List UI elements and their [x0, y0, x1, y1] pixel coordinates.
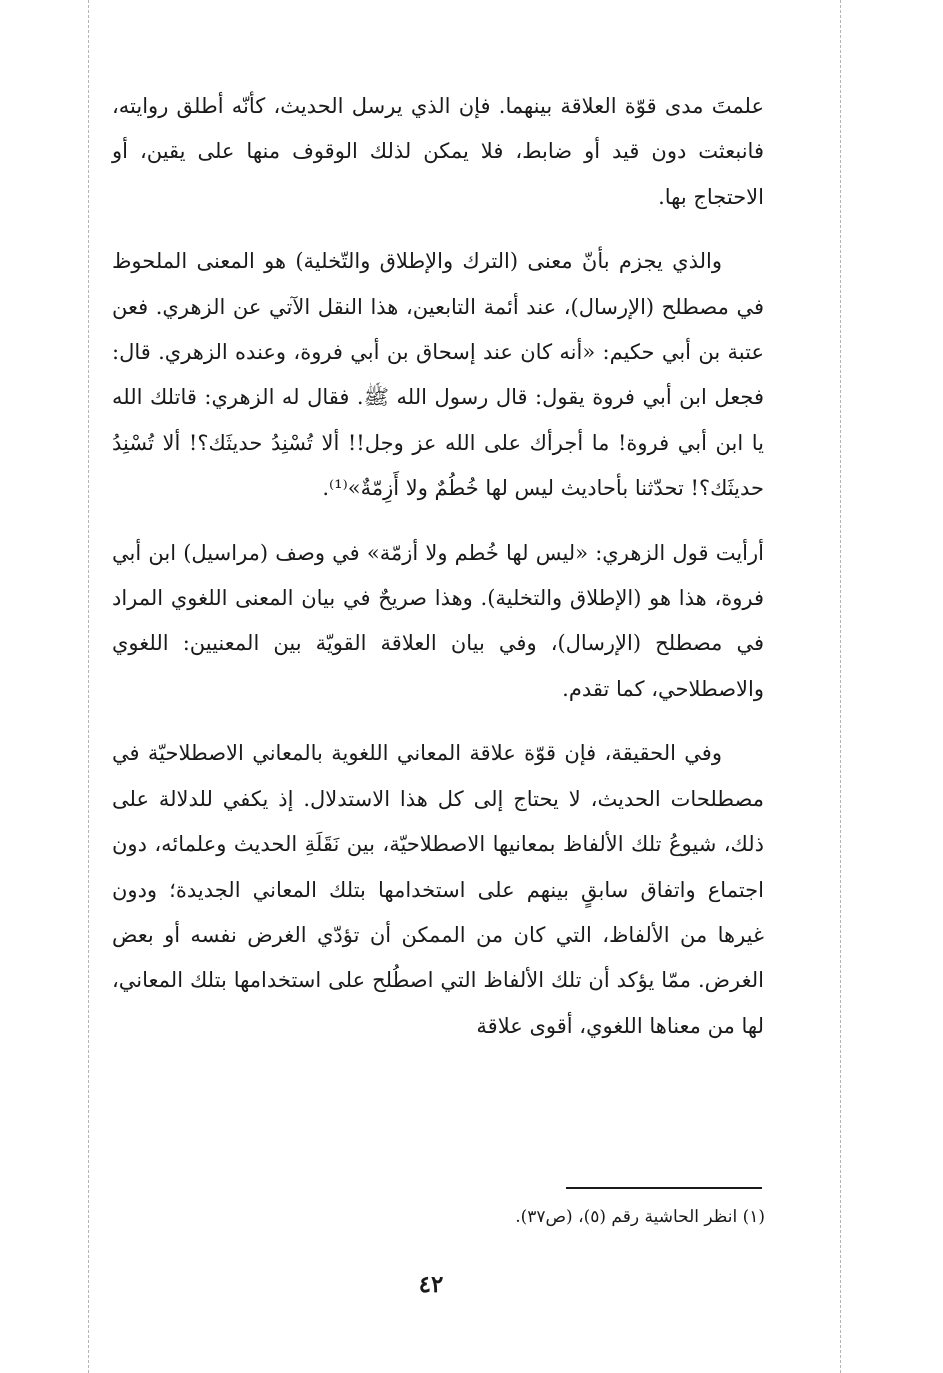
footnote: (١) انظر الحاشية رقم (٥)، (ص٣٧). — [515, 1207, 765, 1227]
body-text — [112, 84, 764, 1068]
footnote-divider — [566, 1187, 762, 1189]
paragraph-4: وفي الحقيقة، فإن قوّة علاقة المعاني اللغوية بالمعاني الاصطلاحيّة في مصطلحات الحديث، لا يحتاج إلى كل هذا الاستدلال. إذ يكفي للدلالة على ذلك، شيوعُ تلك الألفاظ بمعانيها الاصطلاحيّة، بين نَقَلَةِ الحديث وعلمائه، دون اجتماع واتفاق سابقٍ بينهم على استخدامها بتلك المعاني الجديدة؛ ودون غيرها من الألفاظ، التي كان من الممكن أن تؤدّي الغرض نفسه أو بعض الغرض. ممّا يؤكد أن تلك الألفاظ التي اصطُلح على استخدامها بتلك المعاني، لها من معناها اللغوي، أقوى علاقة — [112, 741, 764, 1038]
paragraph-2: والذي يجزم بأنّ معنى (الترك والإطلاق والتّخلية) هو المعنى الملحوظ في مصطلح (الإرسال)، عند أئمة التابعين، هذا النقل الآتي عن الزهري. فعن عتبة بن أبي حكيم: «أنه كان عند إسحاق بن أبي فروة، وعنده الزهري. قال: فجعل ابن أبي فروة يقول: قال رسول الله ﷺ. فقال له الزهري: قاتلك الله يا ابن أبي فروة! ما أجرأك على الله عز وجل!! ألا تُسْنِدُ حديثَك؟! ألا تُسْنِدُ حديثَك؟! تحدّثنا بأحاديث ليس لها خُطُمٌ ولا أَزِمّةٌ»⁽¹⁾. — [112, 249, 764, 501]
page-number: ٤٢ — [418, 1271, 444, 1298]
paragraph-1: علمتَ مدى قوّة العلاقة بينهما. فإن الذي يرسل الحديث، كأنّه أطلق روايته، فانبعثت دون قيد أو ضابط، فلا يمكن لذلك الوقوف منها على يقين، أو الاحتجاج بها. — [112, 94, 764, 209]
scan-margin-right — [840, 0, 841, 1373]
paragraph-3: أرأيت قول الزهري: «ليس لها خُطم ولا أزمّة» في وصف (مراسيل) ابن أبي فروة، هذا هو (الإطلاق والتخلية). وهذا صريحٌ في بيان المعنى اللغوي المراد في مصطلح (الإرسال)، وفي بيان العلاقة القويّة بين المعنيين: اللغوي والاصطلاحي، كما تقدم. — [112, 540, 764, 701]
scan-margin-left — [88, 0, 89, 1373]
